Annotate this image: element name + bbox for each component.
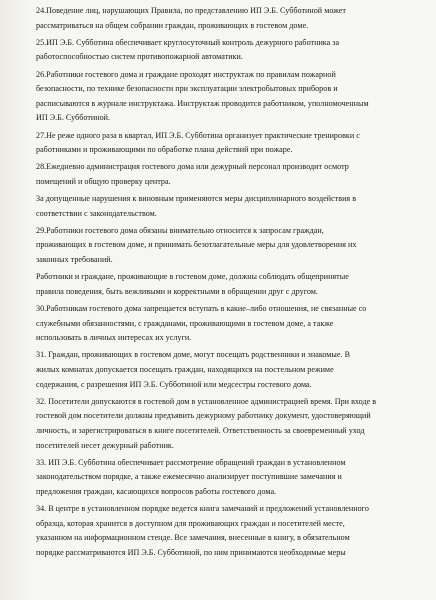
paragraph bbox=[36, 160, 422, 189]
text-line: служебными обязанностями, с гражданами, проживающими в гостевом доме, а также bbox=[36, 318, 334, 328]
text-line: проживающих в гостевом доме, и принимать безотлагательные меры для удовлетворения их bbox=[36, 240, 357, 250]
text-line: 31. Граждан, проживающих в гостевом доме, могут посещать родственники и знакомые. В bbox=[36, 350, 351, 360]
text-line: 24.Поведение лиц, нарушающих Правила, по представлению ИП Э.Б. Субботиной может bbox=[36, 6, 346, 15]
text-line: Работники и граждане, проживающие в гостевом доме, должны соблюдать общепринятые bbox=[36, 272, 349, 282]
paragraph bbox=[36, 395, 422, 453]
paragraph bbox=[36, 502, 422, 560]
text-line: 27.Не реже одного раза в квартал, ИП Э.Б. Субботина организует практические тренировки с bbox=[36, 130, 360, 140]
text-line: правила поведения, быть вежливыми и корректными в обращении друг с другом. bbox=[36, 286, 318, 296]
paragraph bbox=[36, 68, 422, 126]
paragraph bbox=[36, 348, 422, 392]
text-line: безопасности, по технике безопасности при эксплуатации электробытовых приборов и bbox=[36, 84, 338, 94]
text-line: личность, и зарегистрироваться в книге посетителей. Ответственность за своевременный уход bbox=[36, 425, 365, 435]
text-line: 33. ИП Э.Б. Субботина обеспечивает рассмотрение обращений граждан в установленном bbox=[36, 457, 346, 467]
text-line: содержания, с разрешения ИП Э.Б. Субботиной или медсестры гостевого дома. bbox=[36, 379, 312, 389]
text-line: образца, которая хранится в доступном для проживающих граждан и посетителей месте, bbox=[36, 518, 345, 528]
text-line: посетителей несет дежурный работник. bbox=[36, 440, 174, 450]
text-line: расписываются в журнале инструктажа. Инструктаж проводится работником, уполномоченным bbox=[36, 98, 369, 108]
text-line: жилых комнатах допускается посещать граждан, находящихся на постельном режиме bbox=[36, 365, 334, 374]
paragraph bbox=[36, 129, 422, 158]
text-line: За допущенные нарушения к виновным применяются меры дисциплинарного воздействия в bbox=[36, 194, 357, 204]
text-line: помещений и общую проверку центра. bbox=[36, 176, 171, 186]
text-line: соответствии с законодательством. bbox=[36, 208, 157, 218]
paragraph bbox=[36, 224, 422, 268]
text-line: 26.Работники гостевого дома и граждане проходят инструктаж по правилам пожарной bbox=[36, 69, 336, 79]
paragraph bbox=[36, 302, 422, 346]
text-line: порядке рассматриваются ИП Э.Б. Субботиной, по ним принимаются необходимые меры bbox=[36, 547, 346, 557]
paragraph bbox=[36, 4, 422, 33]
document-body bbox=[36, 4, 422, 561]
text-line: 34. В центре в установленном порядке ведется книга замечаний и предложений установленного bbox=[36, 504, 369, 514]
text-line: использовать в личных интересах их услуги. bbox=[36, 333, 192, 343]
paragraph bbox=[36, 456, 422, 500]
paragraph bbox=[36, 36, 422, 65]
text-line: законодательством порядке, а также ежемесячно анализирует поступившие замечания и bbox=[36, 472, 342, 482]
text-line: гостевой дом посетители должны предъявить дежурному работнику документ, удостоверяющий bbox=[36, 411, 371, 421]
paragraph bbox=[36, 192, 422, 221]
text-line: законных требований. bbox=[36, 255, 113, 265]
text-line: предложения граждан, касающихся вопросов работы гостевого дома. bbox=[36, 486, 277, 496]
text-line: указанном на информационном стенде. Все замечания, внесенные в книгу, в обязательном bbox=[36, 533, 350, 543]
text-line: ИП Э.Б. Субботиной. bbox=[36, 113, 111, 123]
text-line: 28.Ежедневно администрация гостевого дома или дежурный персонал производит осмотр bbox=[36, 162, 349, 172]
paragraph bbox=[36, 270, 422, 299]
text-line: рассматриваться на общем собрании граждан, проживающих в гостевом доме. bbox=[36, 20, 309, 30]
text-line: работниками и проживающими по обработке плана действий при пожаре. bbox=[36, 145, 293, 155]
text-line: работоспособностью систем противопожарной автоматики. bbox=[36, 52, 243, 62]
text-line: 30.Работникам гостевого дома запрещается вступать в какие–либо отношения, не связанные со bbox=[36, 304, 367, 314]
text-line: 32. Посетители допускаются в гостевой дом в установленное администрацией время. При входе в bbox=[36, 396, 377, 406]
text-line: 29.Работники гостевого дома обязаны внимательно относится к запросам граждан, bbox=[36, 225, 324, 235]
text-line: 25.ИП Э.Б. Субботина обеспечивает круглосуточный контроль дежурного работника за bbox=[36, 37, 340, 47]
